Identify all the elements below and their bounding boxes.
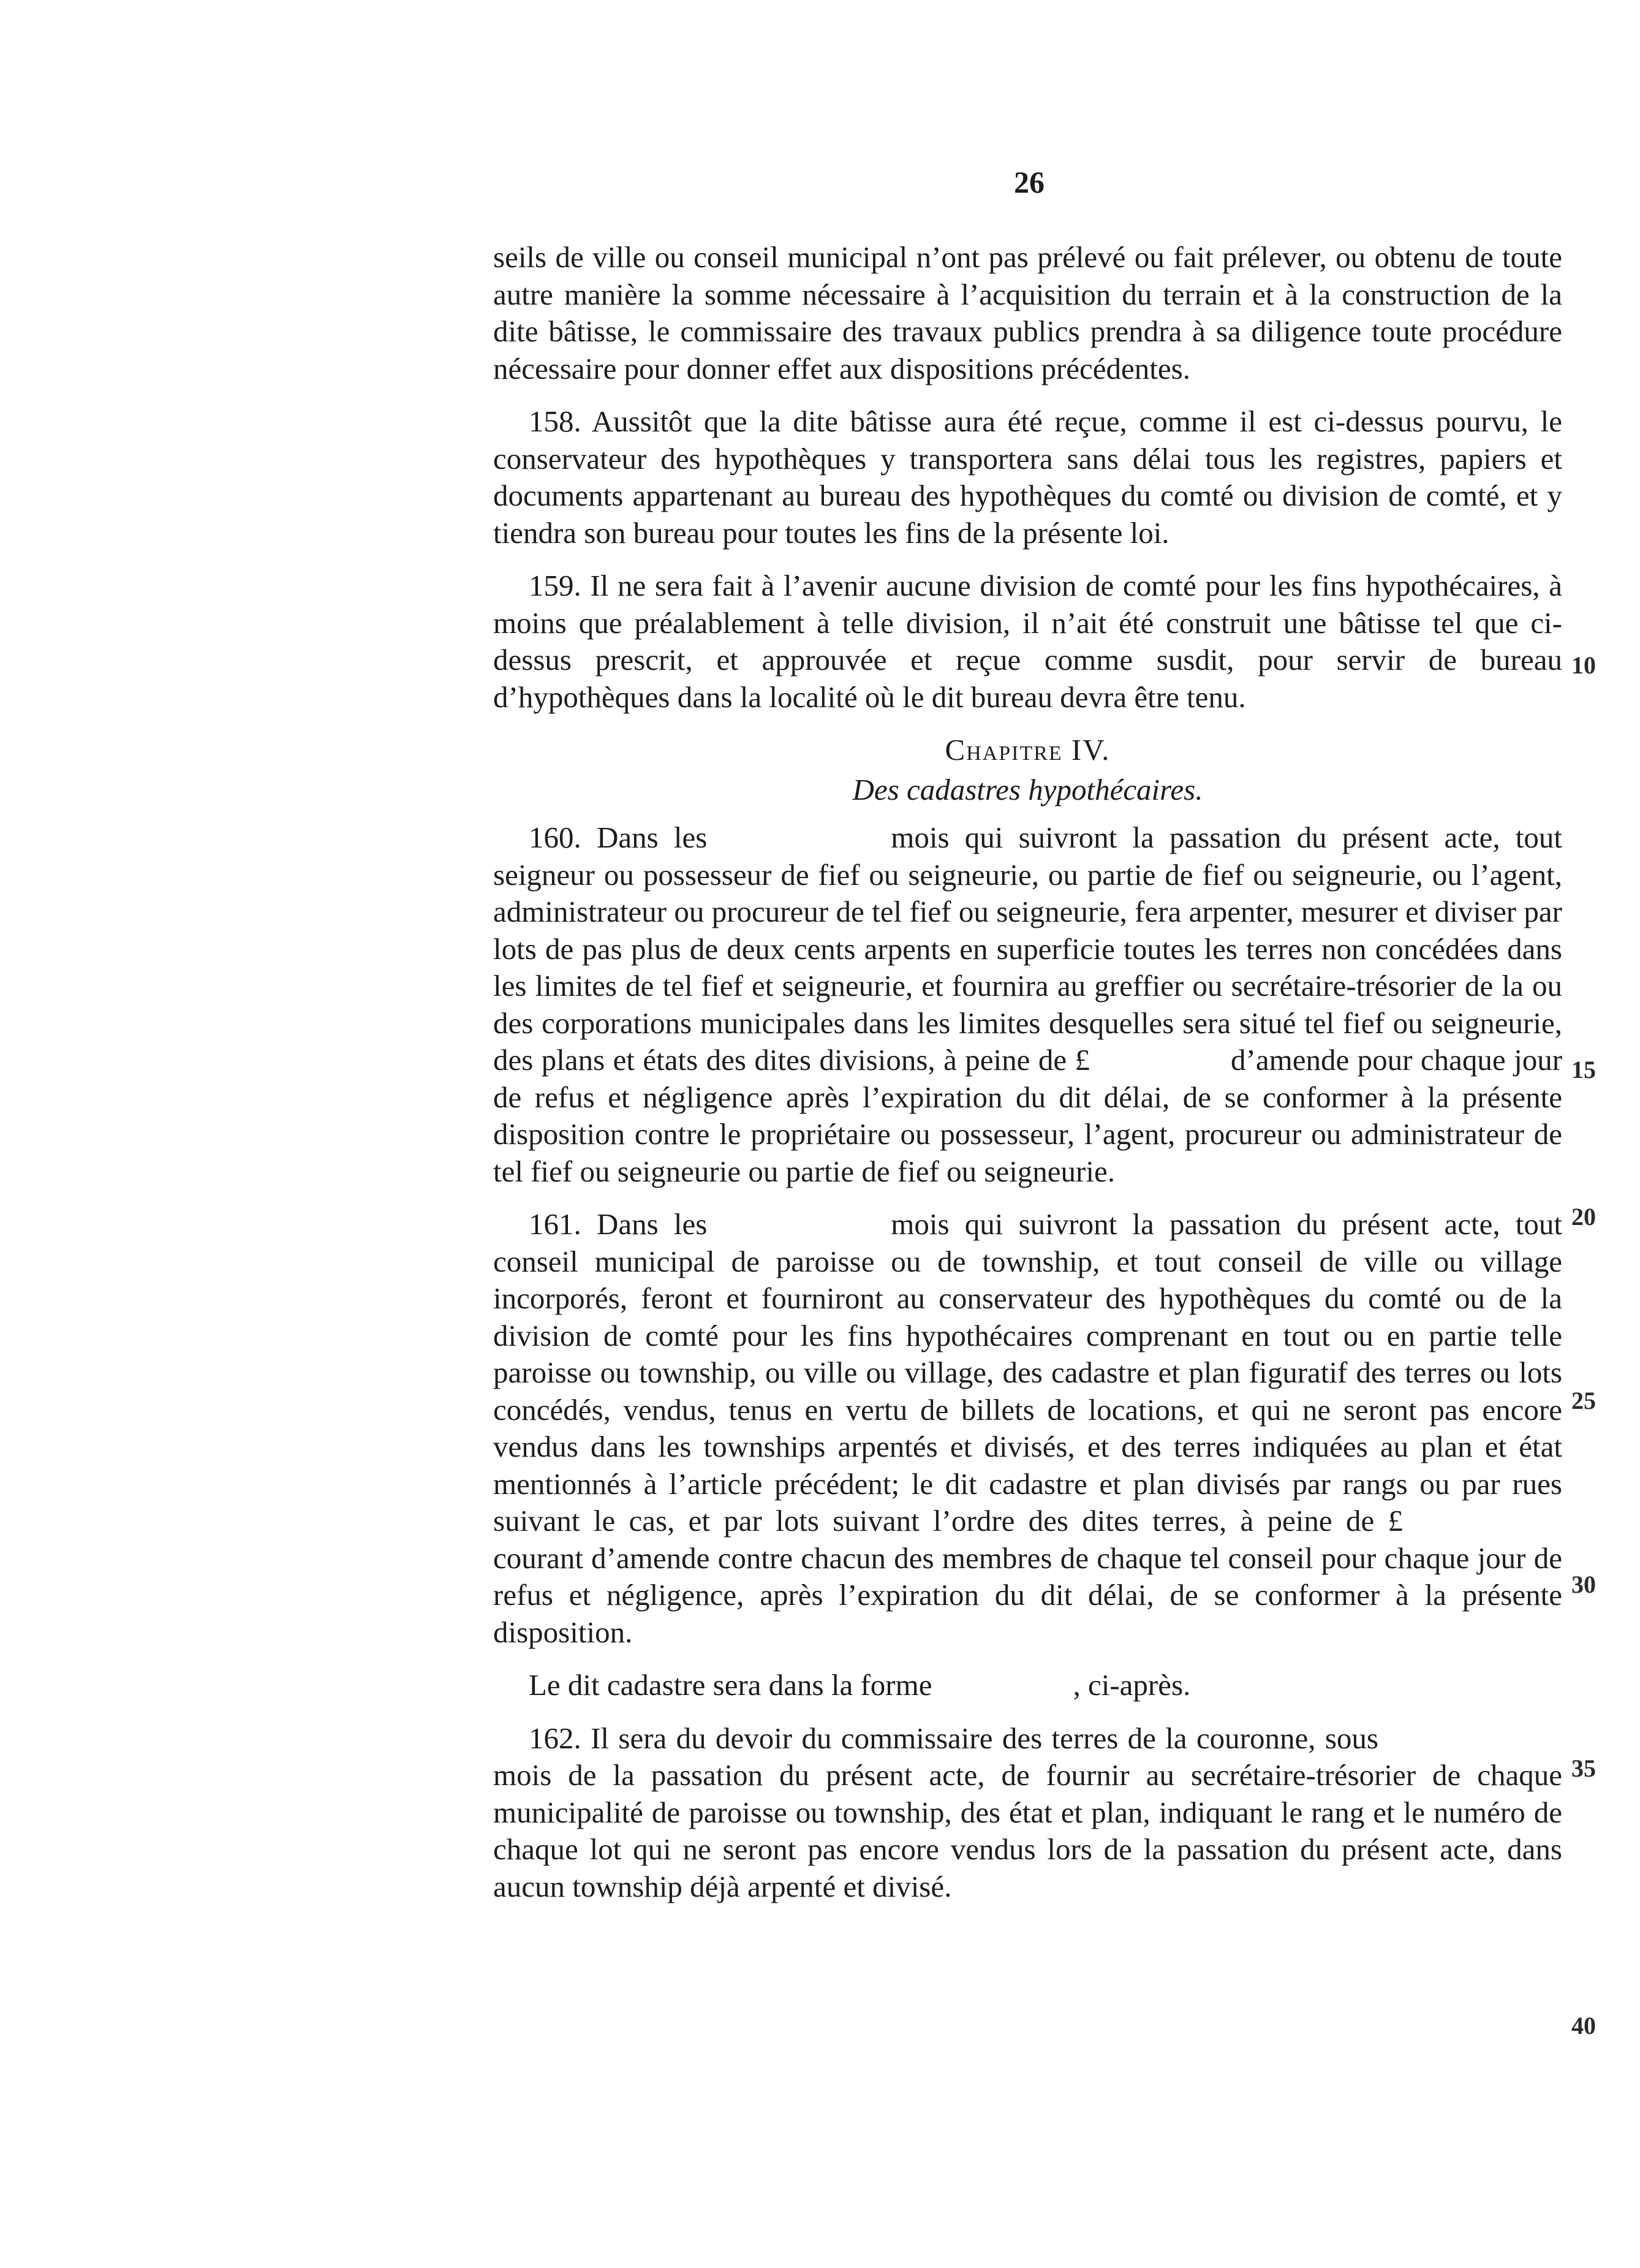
- chapter-title: Chapitre IV.: [945, 733, 1111, 767]
- margin-line-number: 30: [1571, 1571, 1596, 1598]
- paragraph-161: [493, 1206, 1562, 1651]
- chapter-heading: [493, 732, 1562, 769]
- margin-line-number: 10: [1571, 651, 1596, 679]
- paragraph-160-end: d’amende pour chaque jour de refus et négligence après l’expiration du dit délai, de se conformer à la présente disposition contre le propriétaire ou possesseur, l’agent, procureur ou administrateur de tel fief ou seigneurie ou partie de fief ou seigneurie.: [493, 1043, 1563, 1188]
- page-number: 26: [1014, 165, 1045, 199]
- paragraph-162-end: mois de la passation du présent acte, de fournir au secrétaire-trésorier de chaque municipalité de paroisse ou township, des état et plan, indiquant le rang et le numéro de chaque lot qui ne seront pas encore vendus lors de la passation du présent acte, dans aucun township déjà arpenté et divisé.: [493, 1758, 1562, 1903]
- paragraph-158: 158. Aussitôt que la dite bâtisse aura été reçue, comme il est ci-dessus pourvu, le conservateur des hypothèques y transportera sans délai tous les registres, papiers et documents appartenant au bureau des hypothèques du comté ou division de comté, et y tiendra son bureau pour toutes les fins de la présente loi.: [493, 404, 1562, 550]
- margin-line-number: 15: [1571, 1056, 1596, 1083]
- paragraph-160-middle: mois qui suivront la passation du présent acte, tout seigneur ou possesseur de fief ou seigneurie, ou partie de fief ou seigneurie, ou l’agent, administrateur ou procureur de tel fief ou seigneurie, fera arpenter, mesurer et diviser par lots de pas plus de deux cents arpents en superficie toutes les terres non concédées dans les limites de tel fief et seigneurie, et fournira au greffier ou secrétaire-trésorier de la ou des corporations municipales dans les limites desquelles sera situé tel fief ou seigneurie, des plans et états des dites divisions, à peine de £: [493, 821, 1562, 1077]
- margin-line-number: 35: [1571, 1754, 1596, 1782]
- paragraph-160: [493, 819, 1562, 1190]
- paragraph-cadastre: [493, 1667, 1562, 1704]
- paragraph-161-middle: mois qui suivront la passation du présent acte, tout conseil municipal de paroisse ou de township, et tout conseil de ville ou village incorporés, feront et fourniront au conservateur des hypothèques du comté ou de la division de comté pour les fins hypothécaires comprenant en tout ou en partie telle paroisse ou township, ou ville ou village, des cadastre et plan figuratif des terres ou lots concédés, vendus, tenus en vertu de billets de locations, et qui ne seront pas encore vendus dans les townships arpentés et divisés, et des terres indiquées au plan et état mentionnés à l’article précédent; le dit cadastre et plan divisés par rangs ou par rues suivant le cas, et par lots suivant l’ordre des dites terres, à peine de £: [493, 1207, 1562, 1538]
- body-text: [493, 239, 1562, 1921]
- cadastre-end: , ci-après.: [1073, 1668, 1191, 1702]
- paragraph-continuation: seils de ville ou conseil municipal n’ont pas prélevé ou fait prélever, ou obtenu de toute autre manière la somme nécessaire à l’acquisition du terrain et à la construction de la dite bâtisse, le commissaire des travaux publics prendra à sa diligence toute procédure nécessaire pour donner effet aux dispositions précédentes.: [493, 240, 1562, 385]
- cadastre-start: Le dit cadastre sera dans la forme: [529, 1668, 932, 1702]
- margin-line-number: 25: [1571, 1387, 1596, 1414]
- paragraph-162: [493, 1720, 1562, 1906]
- chapter-subtitle: Des cadastres hypothécaires.: [852, 772, 1203, 806]
- margin-line-number: 40: [1571, 2012, 1596, 2039]
- paragraph-159: 159. Il ne sera fait à l’avenir aucune division de comté pour les fins hypothécaires, à moins que préalablement à telle division, il n’ait été construit une bâtisse tel que ci-dessus prescrit, et approuvée et reçue comme susdit, pour servir de bureau d’hypothèques dans la localité où le dit bureau devra être tenu.: [493, 569, 1562, 714]
- paragraph-160-start: 160. Dans les: [529, 821, 708, 854]
- paragraph-162-start: 162. Il sera du devoir du commissaire des terres de la couronne, sous: [529, 1721, 1378, 1755]
- paragraph-161-start: 161. Dans les: [529, 1207, 708, 1241]
- margin-line-number: 20: [1571, 1203, 1596, 1231]
- paragraph-161-end: courant d’amende contre chacun des membres de chaque tel conseil pour chaque jour de refus et négligence, après l’expiration du dit délai, de se conformer à la présente disposition.: [493, 1541, 1562, 1649]
